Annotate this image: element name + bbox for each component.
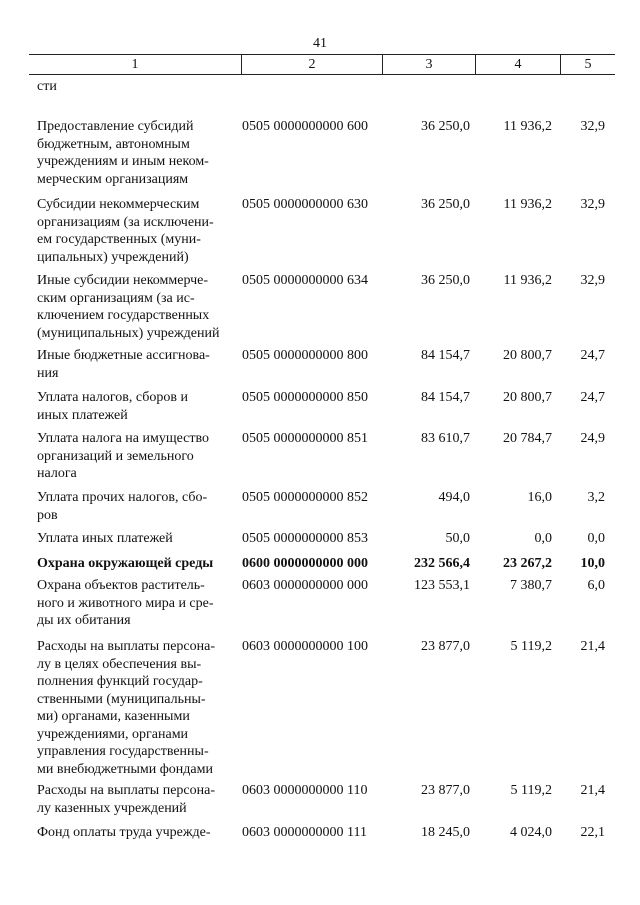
row-name-line: учреждениями, органами xyxy=(37,726,189,742)
row-percent: 32,9 xyxy=(580,197,605,212)
header-col-4: 4 xyxy=(476,55,561,75)
row-name xyxy=(37,196,239,266)
header-col-5: 5 xyxy=(561,55,616,75)
row-name-line: мерческим организациям xyxy=(37,171,189,187)
header-col-2: 2 xyxy=(242,55,383,75)
row-code: 0505 0000000000 600 xyxy=(242,119,368,134)
row-plan: 123 553,1 xyxy=(414,578,470,593)
row-name-line: ственными (муниципальны- xyxy=(37,691,206,707)
row-name-line: Субсидии некоммерческим xyxy=(37,197,200,212)
row-percent: 32,9 xyxy=(580,273,605,288)
row-percent: 3,2 xyxy=(587,490,605,505)
row-name xyxy=(37,489,239,524)
row-percent: 24,9 xyxy=(580,431,605,446)
row-name-line: иных платежей xyxy=(37,407,128,423)
row-actual: 11 936,2 xyxy=(503,197,552,212)
row-name xyxy=(37,118,239,188)
row-plan: 23 877,0 xyxy=(421,639,470,654)
row-actual: 4 024,0 xyxy=(510,825,552,840)
row-plan: 84 154,7 xyxy=(421,348,470,363)
row-actual: 5 119,2 xyxy=(510,639,552,654)
row-name-line: Иные субсидии некоммерче- xyxy=(37,273,209,288)
row-plan: 50,0 xyxy=(445,531,470,546)
page-number: 41 xyxy=(313,36,327,51)
row-plan: 18 245,0 xyxy=(421,825,470,840)
row-name xyxy=(37,824,239,842)
row-code: 0505 0000000000 851 xyxy=(242,431,368,446)
row-name-line: ми) органами, казенными xyxy=(37,709,190,724)
row-name-line: организациям (за исключени- xyxy=(37,214,214,230)
row-name xyxy=(37,272,239,342)
row-percent: 21,4 xyxy=(580,639,605,654)
continuation-text: сти xyxy=(37,79,57,94)
row-plan: 84 154,7 xyxy=(421,390,470,405)
row-actual: 23 267,2 xyxy=(503,556,552,571)
row-code: 0505 0000000000 850 xyxy=(242,390,368,405)
row-name-line: Иные бюджетные ассигнова- xyxy=(37,348,210,363)
row-name-line: ния xyxy=(37,365,59,381)
row-actual: 20 800,7 xyxy=(503,348,552,363)
row-actual: 11 936,2 xyxy=(503,273,552,288)
row-name-line: Уплата налога на имущество xyxy=(37,431,210,446)
row-code: 0505 0000000000 630 xyxy=(242,197,368,212)
row-code: 0505 0000000000 853 xyxy=(242,531,368,546)
row-name xyxy=(37,577,239,630)
row-name-line: организаций и земельного xyxy=(37,448,194,464)
row-name-line: ципальных) учреждений) xyxy=(37,249,189,265)
row-actual: 20 800,7 xyxy=(503,390,552,405)
row-name-line: (муниципальных) учреждений xyxy=(37,325,220,341)
row-name-line: Уплата прочих налогов, сбо- xyxy=(37,490,208,505)
row-name-line: Уплата иных платежей xyxy=(37,531,173,546)
row-name-line: ским организациям (за ис- xyxy=(37,290,195,306)
row-percent: 6,0 xyxy=(587,578,605,593)
row-actual: 5 119,2 xyxy=(510,783,552,798)
row-plan: 232 566,4 xyxy=(414,556,470,571)
row-percent: 10,0 xyxy=(580,556,605,571)
row-name-line: полнения функций государ- xyxy=(37,674,203,689)
row-code: 0603 0000000000 000 xyxy=(242,578,368,593)
row-name-line: Охрана окружающей среды xyxy=(37,556,214,571)
row-name xyxy=(37,430,239,483)
row-name-line: ем государственных (муни- xyxy=(37,232,201,247)
row-code: 0505 0000000000 800 xyxy=(242,348,368,363)
row-name-line: ного и животного мира и сре- xyxy=(37,595,214,611)
row-plan: 23 877,0 xyxy=(421,783,470,798)
row-name-line: Расходы на выплаты персона- xyxy=(37,783,215,798)
row-plan: 36 250,0 xyxy=(421,273,470,288)
row-percent: 22,1 xyxy=(580,825,605,840)
row-actual: 11 936,2 xyxy=(503,119,552,134)
row-code: 0603 0000000000 100 xyxy=(242,639,368,654)
row-code: 0600 0000000000 000 xyxy=(242,556,368,571)
row-code: 0603 0000000000 110 xyxy=(242,783,368,798)
row-name-line: Расходы на выплаты персона- xyxy=(37,639,215,654)
header-col-3: 3 xyxy=(383,55,476,75)
row-name-line: лу казенных учреждений xyxy=(37,800,187,816)
row-name-line: ды их обитания xyxy=(37,613,131,628)
row-code: 0603 0000000000 111 xyxy=(242,825,367,840)
row-name-line: Охрана объектов раститель- xyxy=(37,578,205,593)
table-header xyxy=(29,54,615,75)
row-percent: 32,9 xyxy=(580,119,605,134)
row-name xyxy=(37,555,239,573)
row-name xyxy=(37,389,239,424)
row-actual: 16,0 xyxy=(527,490,552,505)
row-code: 0505 0000000000 852 xyxy=(242,490,368,505)
row-name-line: Предоставление субсидий xyxy=(37,119,194,134)
row-plan: 36 250,0 xyxy=(421,197,470,212)
row-name-line: управления государственны- xyxy=(37,744,209,759)
row-actual: 20 784,7 xyxy=(503,431,552,446)
row-name-line: бюджетным, автономным xyxy=(37,136,190,152)
row-plan: 494,0 xyxy=(438,490,470,505)
row-name-line: ключением государственных xyxy=(37,308,210,323)
row-plan: 83 610,7 xyxy=(421,431,470,446)
row-code: 0505 0000000000 634 xyxy=(242,273,368,288)
row-name-line: ров xyxy=(37,507,58,523)
row-percent: 24,7 xyxy=(580,348,605,363)
row-plan: 36 250,0 xyxy=(421,119,470,134)
row-actual: 0,0 xyxy=(534,531,552,546)
row-name xyxy=(37,782,239,817)
row-name-line: ми внебюджетными фондами xyxy=(37,761,213,777)
row-name-line: налога xyxy=(37,466,77,481)
row-name xyxy=(37,530,239,548)
row-name-line: учреждениям и иным неком- xyxy=(37,154,209,169)
header-col-1: 1 xyxy=(29,55,242,75)
row-name-line: лу в целях обеспечения вы- xyxy=(37,656,202,672)
row-actual: 7 380,7 xyxy=(510,578,552,593)
row-percent: 24,7 xyxy=(580,390,605,405)
row-name xyxy=(37,638,239,778)
row-name xyxy=(37,347,239,382)
row-percent: 0,0 xyxy=(587,531,605,546)
row-name-line: Фонд оплаты труда учрежде- xyxy=(37,825,211,840)
row-percent: 21,4 xyxy=(580,783,605,798)
row-name-line: Уплата налогов, сборов и xyxy=(37,390,188,405)
